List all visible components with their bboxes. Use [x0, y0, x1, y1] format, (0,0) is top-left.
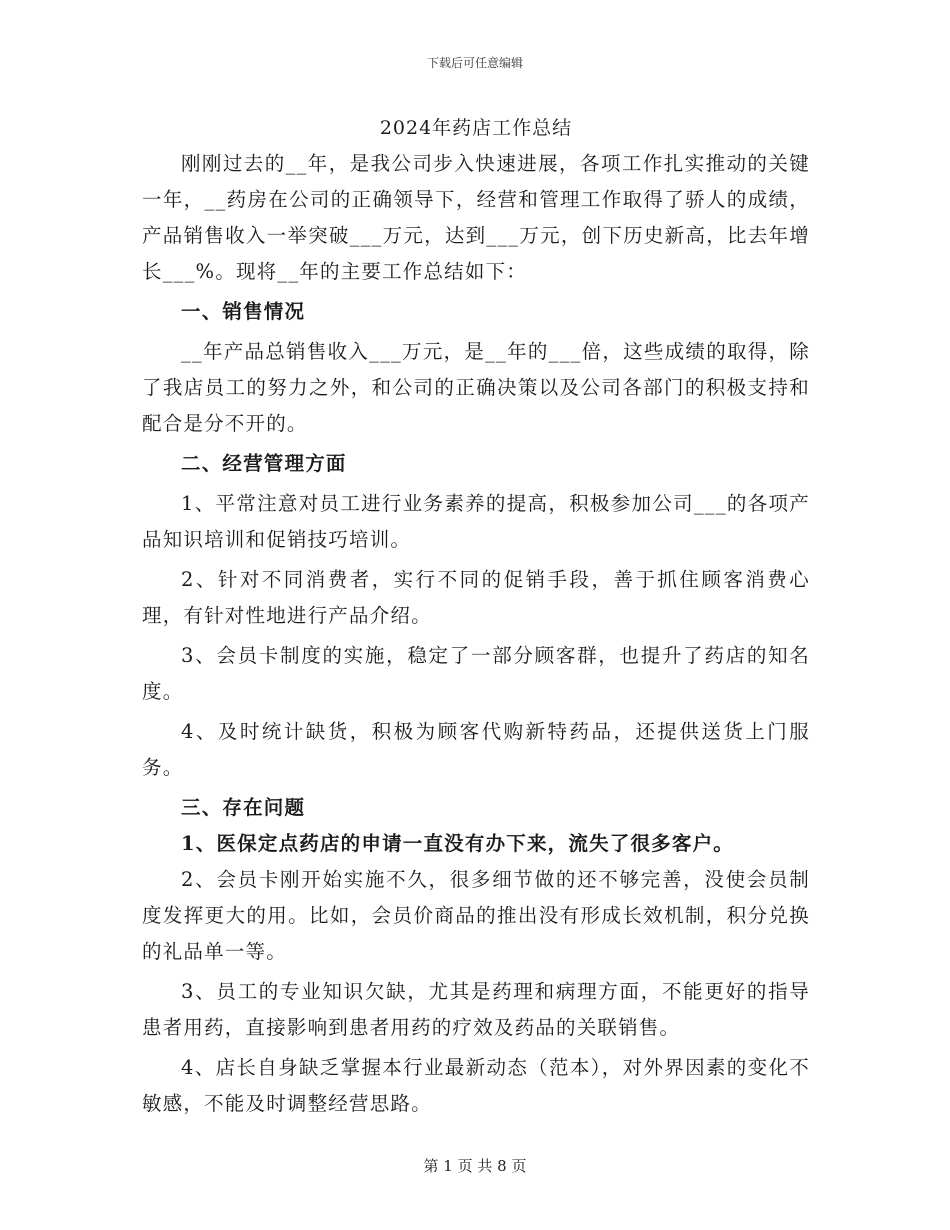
document-title: 2024年药店工作总结: [379, 117, 573, 139]
problem-item-1: 1、医保定点药店的申请一直没有办下来，流失了很多客户。: [181, 832, 734, 855]
management-item-2: 2、针对不同消费者，实行不同的促销手段，善于抓住顾客消费心理，有针对性地进行产品介绍。: [142, 568, 810, 627]
management-item-3: 3、会员卡制度的实施，稳定了一部分顾客群，也提升了药店的知名度。: [142, 644, 810, 703]
section-heading-problems: 三、存在问题: [181, 796, 306, 819]
problem-item-2: 2、会员卡刚开始实施不久，很多细节做的还不够完善，没使会员制度发挥更大的用。比如，会员价商品的推出没有形成长效机制，积分兑换的礼品单一等。: [142, 868, 810, 963]
management-item-1: 1、平常注意对员工进行业务素养的提高，积极参加公司___的各项产品知识培训和促销技巧培训。: [142, 492, 810, 551]
section-heading-sales: 一、销售情况: [181, 300, 306, 323]
document-body: [142, 114, 810, 1122]
intro-paragraph: 刚刚过去的__年，是我公司步入快速进展，各项工作扎实推动的关键一年，__药房在公司的正确领导下，经营和管理工作取得了骄人的成绩，产品销售收入一举突破___万元，达到___万元，创下历史新高，比去年增长___%。现将__年的主要工作总结如下：: [142, 152, 810, 283]
problem-item-3: 3、员工的专业知识欠缺，尤其是药理和病理方面，不能更好的指导患者用药，直接影响到患者用药的疗效及药品的关联销售。: [142, 980, 810, 1039]
page-footer: 第 1 页 共 8 页: [423, 1157, 527, 1175]
management-item-4: 4、及时统计缺货，积极为顾客代购新特药品，还提供送货上门服务。: [142, 720, 810, 779]
sales-paragraph: __年产品总销售收入___万元，是__年的___倍，这些成绩的取得，除了我店员工的努力之外，和公司的正确决策以及公司各部门的积极支持和配合是分不开的。: [142, 340, 810, 435]
header-note: 下载后可任意编辑: [426, 56, 523, 70]
problem-item-4: 4、店长自身缺乏掌握本行业最新动态（范本），对外界因素的变化不敏感，不能及时调整经营思路。: [142, 1056, 810, 1115]
section-heading-management: 二、经营管理方面: [181, 452, 347, 475]
